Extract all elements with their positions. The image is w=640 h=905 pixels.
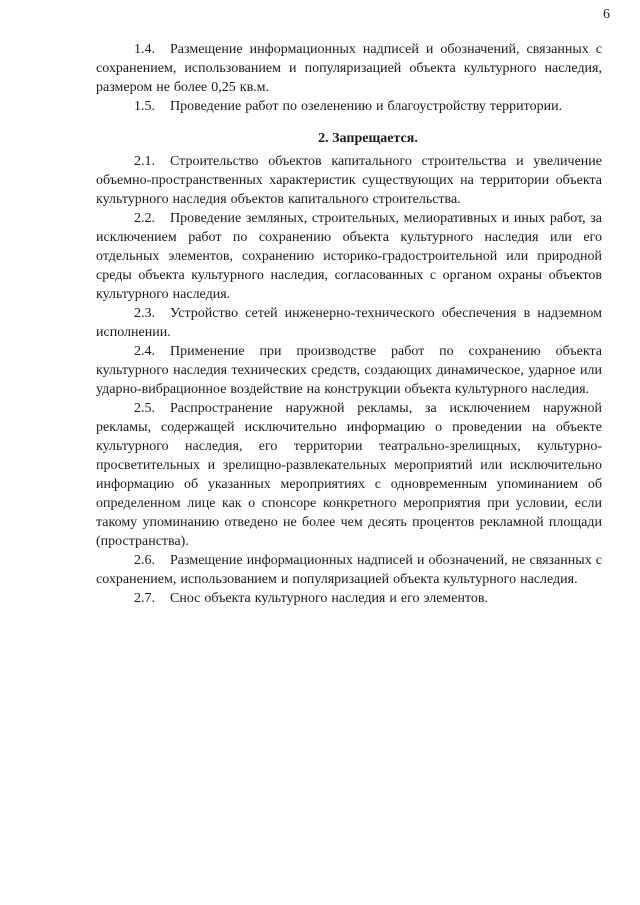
section-heading: 2. Запрещается. — [318, 131, 418, 146]
clause-number: 2.7. — [134, 591, 155, 606]
clause-text: Размещение информационных надписей и обозначений, связанных с сохранением, использованием и популяризацией объекта культурного наследия, размером не более 0,25 кв.м. — [96, 42, 602, 95]
document-body — [96, 40, 602, 608]
clause-text: Проведение земляных, строительных, мелиоративных и иных работ, за исключением работ по сохранению объекта культурного наследия или его отдельных элементов, сохранению историко-градостроительной или природной среды объекта культурного наследия, согласованных с органом охраны объектов культурного наследия. — [96, 211, 602, 302]
clause-2-7 — [96, 589, 602, 608]
clause-number: 2.4. — [134, 344, 155, 359]
clause-2-6 — [96, 551, 602, 589]
clause-2-2 — [96, 209, 602, 304]
clause-2-3 — [96, 304, 602, 342]
clause-number: 2.6. — [134, 553, 155, 568]
clause-number: 1.5. — [134, 99, 155, 114]
clause-2-4 — [96, 342, 602, 399]
clause-text: Распространение наружной рекламы, за исключением наружной рекламы, содержащей исключительно информацию о проведении на объекте культурного наследия, его территории театрально-зрелищных, культурно-просветительных и зрелищно-развлекательных мероприятий или исключительно информацию об указанных мероприятиях с одновременным упоминанием об определенном лице как о спонсоре конкретного мероприятия при условии, если такому упоминанию отведено не более чем десять процентов рекламной площади (пространства). — [96, 401, 602, 549]
clause-text: Снос объекта культурного наследия и его элементов. — [170, 591, 489, 606]
clause-2-5 — [96, 399, 602, 551]
clause-1-5 — [96, 97, 602, 116]
clause-text: Размещение информационных надписей и обозначений, не связанных с сохранением, использованием и популяризацией объекта культурного наследия. — [96, 553, 602, 587]
clause-text: Проведение работ по озеленению и благоустройству территории. — [170, 99, 563, 114]
page-number: 6 — [603, 7, 610, 22]
clause-number: 1.4. — [134, 42, 155, 57]
clause-number: 2.5. — [134, 401, 155, 416]
clause-text: Устройство сетей инженерно-технического обеспечения в надземном исполнении. — [96, 306, 602, 340]
clause-text: Применение при производстве работ по сохранению объекта культурного наследия технических средств, создающих динамическое, ударное или ударно-вибрационное воздействие на конструкции объекта культурного наследия. — [96, 344, 602, 397]
clause-text: Строительство объектов капитального строительства и увеличение объемно-пространственных характеристик существующих на территории объекта культурного наследия объектов капитального строительства. — [96, 154, 602, 207]
clause-2-1 — [96, 152, 602, 209]
clause-1-4 — [96, 40, 602, 97]
clause-number: 2.3. — [134, 306, 155, 321]
clause-number: 2.2. — [134, 211, 155, 226]
clause-number: 2.1. — [134, 154, 155, 169]
